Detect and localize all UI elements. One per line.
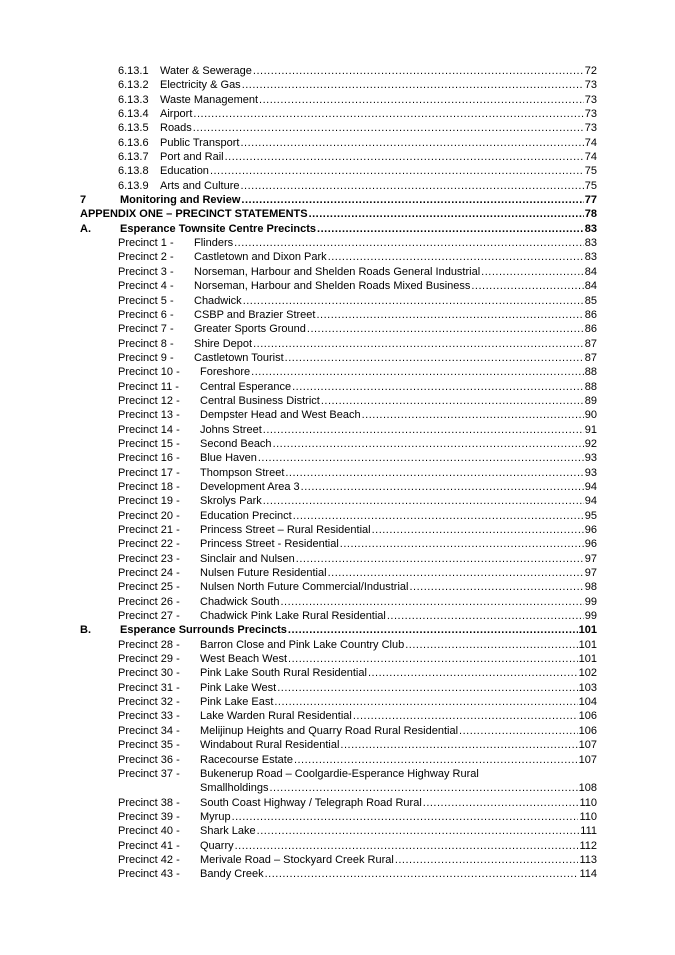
toc-entry-page-number: 83 [584,237,597,250]
dot-leader [232,810,579,824]
toc-entry-number: 6.13.8 [118,165,149,178]
toc-entry-number: Precinct 43 - [118,868,180,881]
toc-entry-title: Chadwick South [200,595,280,608]
dot-leader [328,250,584,264]
toc-entry-page-number: 92 [584,437,597,450]
toc-entry-title: CSBP and Brazier Street [194,308,316,321]
toc-entry-title: Barron Close and Pink Lake Country Club [200,638,405,651]
toc-entry-page-number: 103 [578,681,597,694]
toc-entry-title: Thompson Street [200,466,285,479]
dot-leader [241,193,583,207]
toc-entry-title: Monitoring and Review [120,194,241,207]
toc-entry-title: Chadwick [194,294,242,307]
dot-leader [240,136,583,150]
toc-entry-title: Roads [160,122,192,135]
toc-precinct-entry[interactable] [80,681,597,695]
toc-entry-title: Arts and Culture [160,179,240,192]
toc-entry-title: Pink Lake South Rural Residential [200,667,367,680]
toc-precinct-entry[interactable] [80,609,597,623]
toc-entry-title: Education [160,165,209,178]
dot-leader [296,552,584,566]
toc-entry-title: Central Esperance [200,380,292,393]
toc-entry-number: A. [80,222,91,235]
toc-entry-number: Precinct 37 - [118,767,180,780]
toc-appendix-entry[interactable] [80,207,597,221]
toc-precinct-entry[interactable] [80,709,597,723]
toc-entry-number: Precinct 16 - [118,452,180,465]
toc-precinct-entry[interactable] [80,250,597,264]
toc-entry-number: Precinct 15 - [118,437,180,450]
toc-precinct-entry[interactable] [80,853,597,867]
toc-precinct-entry[interactable] [80,451,597,465]
toc-entry-title: Airport [160,108,193,121]
toc-section-entry[interactable] [80,78,597,92]
toc-precinct-entry[interactable] [80,466,597,480]
toc-entry-title: Chadwick Pink Lake Rural Residential [200,610,386,623]
toc-precinct-entry-continued[interactable] [80,781,597,795]
toc-entry-title: Bukenerup Road – Coolgardie-Esperance Highway Rural [200,767,479,780]
toc-entry-page-number: 72 [584,65,597,77]
dot-leader [409,580,583,594]
toc-section-entry[interactable] [80,121,597,135]
toc-entry-title: Norseman, Harbour and Shelden Roads General Industrial [194,265,481,278]
toc-entry-page-number: 99 [584,610,597,623]
dot-leader [269,781,577,795]
toc-entry-title: Flinders [194,237,234,250]
toc-entry-title: West Beach West [200,653,288,666]
toc-entry-number: Precinct 9 - [118,351,174,364]
dot-leader [317,222,584,236]
toc-section-entry[interactable] [80,64,597,78]
toc-precinct-entry[interactable] [80,738,597,752]
toc-entry-number: 6.13.7 [118,151,149,164]
toc-precinct-entry[interactable] [80,365,597,379]
toc-entry-number: Precinct 26 - [118,595,180,608]
toc-entry-page-number: 94 [584,495,597,508]
toc-entry-number: 6.13.6 [118,136,149,149]
toc-entry-title: Esperance Townsite Centre Precincts [120,222,317,235]
toc-entry-number: Precinct 23 - [118,552,180,565]
toc-entry-page-number: 89 [584,394,597,407]
toc-entry-number: 6.13.5 [118,122,149,135]
toc-precinct-entry[interactable] [80,652,597,666]
toc-entry-number: Precinct 13 - [118,409,180,422]
toc-precinct-entry[interactable] [80,480,597,494]
toc-entry-page-number: 110 [579,810,597,823]
toc-precinct-entry[interactable] [80,380,597,394]
toc-entry-title: Shark Lake [200,825,256,838]
dot-leader [274,695,577,709]
toc-entry-title: Myrup [200,810,231,823]
toc-precinct-entry[interactable] [80,322,597,336]
dot-leader [281,595,584,609]
toc-entry-page-number: 73 [584,79,597,92]
toc-entry-page-number: 91 [584,423,597,436]
toc-precinct-entry[interactable] [80,265,597,279]
toc-entry-title: Dempster Head and West Beach [200,409,361,422]
toc-entry-title: Central Business District [200,394,320,407]
toc-entry-page-number: 110 [579,796,597,809]
toc-entry-number: Precinct 3 - [118,265,174,278]
toc-precinct-entry[interactable] [80,695,597,709]
toc-precinct-entry[interactable] [80,810,597,824]
dot-leader [193,107,583,121]
toc-entry-page-number: 77 [584,194,597,207]
toc-entry-number: Precinct 19 - [118,495,180,508]
toc-section-entry[interactable] [80,179,597,193]
toc-entry-title: Merivale Road – Stockyard Creek Rural [200,853,394,866]
toc-entry-page-number: 93 [584,466,597,479]
dot-leader [353,709,578,723]
toc-precinct-entry[interactable] [80,666,597,680]
dot-leader [285,466,583,480]
toc-entry-page-number: 84 [584,280,597,293]
toc-entry-title: Shire Depot [194,337,253,350]
toc-entry-page-number: 87 [584,337,597,350]
toc-entry-title: Second Beach [200,437,272,450]
dot-leader [253,337,584,351]
toc-entry-number: 6.13.3 [118,93,149,106]
dot-leader [258,451,584,465]
toc-entry-page-number: 84 [584,265,597,278]
dot-leader [240,179,583,193]
toc-chapter-entry[interactable] [80,193,597,207]
dot-leader [273,437,584,451]
toc-entry-number: Precinct 18 - [118,480,180,493]
toc-entry-title: Johns Street [200,423,262,436]
dot-leader [301,480,584,494]
dot-leader [387,609,584,623]
toc-entry-page-number: 104 [578,696,597,709]
toc-entry-title: Castletown and Dixon Park [194,251,327,264]
dot-leader [234,236,584,250]
dot-leader [225,150,584,164]
toc-entry-page-number: 75 [584,179,597,192]
toc-precinct-entry[interactable] [80,566,597,580]
dot-leader [253,64,584,78]
dot-leader [257,824,580,838]
toc-entry-title: Nulsen Future Residential [200,567,327,580]
dot-leader [265,867,579,881]
toc-entry-page-number: 101 [578,638,597,651]
toc-entry-title: Smallholdings [200,782,269,795]
toc-entry-title: Esperance Surrounds Precincts [120,624,287,637]
toc-entry-number: B. [80,624,91,637]
toc-entry-title: Quarry [200,839,234,852]
toc-precinct-entry[interactable] [80,423,597,437]
toc-entry-page-number: 97 [584,552,597,565]
toc-entry-number: Precinct 31 - [118,681,180,694]
dot-leader [481,265,584,279]
dot-leader [210,164,584,178]
toc-entry-page-number: 86 [584,323,597,336]
dot-leader [328,566,584,580]
toc-entry-number: Precinct 35 - [118,739,180,752]
toc-entry-title: Bandy Creek [200,868,264,881]
toc-entry-page-number: 85 [584,294,597,307]
toc-precinct-entry[interactable] [80,437,597,451]
toc-entry-page-number: 83 [584,251,597,264]
dot-leader [423,796,579,810]
toc-entry-number: Precinct 7 - [118,323,174,336]
toc-entry-page-number: 93 [584,452,597,465]
toc-entry-number: Precinct 29 - [118,653,180,666]
toc-precinct-entry[interactable] [80,509,597,523]
toc-precinct-entry[interactable] [80,394,597,408]
toc-precinct-entry[interactable] [80,638,597,652]
dot-leader [459,724,578,738]
toc-entry-page-number: 88 [584,366,597,379]
dot-leader [259,93,584,107]
toc-entry-title: Nulsen North Future Commercial/Industrial [200,581,409,594]
table-of-contents [80,64,597,882]
toc-section-entry[interactable] [80,164,597,178]
toc-entry-page-number: 73 [584,122,597,135]
toc-entry-title: Skrolys Park [200,495,262,508]
dot-leader [263,423,584,437]
toc-precinct-entry[interactable] [80,767,597,781]
toc-precinct-entry[interactable] [80,308,597,322]
toc-precinct-entry[interactable] [80,580,597,594]
toc-precinct-entry[interactable] [80,595,597,609]
toc-entry-title: Public Transport [160,136,240,149]
toc-section-entry[interactable] [80,93,597,107]
dot-leader [242,78,584,92]
toc-entry-title: Blue Haven [200,452,257,465]
toc-entry-page-number: 75 [584,165,597,178]
toc-entry-number: Precinct 27 - [118,610,180,623]
dot-leader [395,853,579,867]
dot-leader [309,207,584,221]
toc-entry-title: Norseman, Harbour and Shelden Roads Mixed Business [194,280,471,293]
dot-leader [405,638,577,652]
toc-entry-number: Precinct 1 - [118,237,174,250]
toc-precinct-entry[interactable] [80,523,597,537]
toc-entry-number: Precinct 39 - [118,810,180,823]
dot-leader [340,738,577,752]
toc-entry-number: Precinct 20 - [118,509,180,522]
toc-entry-number: Precinct 38 - [118,796,180,809]
toc-entry-number: Precinct 36 - [118,753,180,766]
toc-entry-number: Precinct 14 - [118,423,180,436]
toc-entry-number: Precinct 6 - [118,308,174,321]
toc-entry-number: Precinct 32 - [118,696,180,709]
toc-entry-number: Precinct 28 - [118,638,180,651]
toc-entry-page-number: 95 [584,509,597,522]
dot-leader [243,294,584,308]
toc-entry-page-number: 74 [584,151,597,164]
dot-leader [362,408,584,422]
toc-entry-number: 6.13.1 [118,65,149,77]
toc-entry-title: Education Precinct [200,509,292,522]
toc-entry-number: Precinct 25 - [118,581,180,594]
toc-entry-page-number: 90 [584,409,597,422]
dot-leader [316,308,583,322]
dot-leader [340,537,584,551]
dot-leader [294,753,578,767]
toc-entry-number: Precinct 41 - [118,839,180,852]
toc-precinct-entry[interactable] [80,537,597,551]
toc-entry-page-number: 86 [584,308,597,321]
toc-entry-page-number: 101 [578,624,597,637]
toc-entry-page-number: 112 [579,839,597,852]
toc-entry-number: Precinct 5 - [118,294,174,307]
toc-entry-number: 6.13.9 [118,179,149,192]
toc-entry-page-number: 106 [578,710,597,723]
dot-leader [368,666,578,680]
toc-entry-title: Melijinup Heights and Quarry Road Rural Residential [200,724,459,737]
toc-entry-page-number: 113 [579,853,597,866]
toc-precinct-entry[interactable] [80,279,597,293]
toc-entry-title: Castletown Tourist [194,351,284,364]
toc-entry-number: Precinct 24 - [118,567,180,580]
toc-entry-number: Precinct 34 - [118,724,180,737]
toc-precinct-entry[interactable] [80,753,597,767]
dot-leader [372,523,584,537]
toc-precinct-entry[interactable] [80,494,597,508]
toc-precinct-entry[interactable] [80,867,597,881]
toc-precinct-entry[interactable] [80,796,597,810]
toc-precinct-entry[interactable] [80,294,597,308]
toc-precinct-entry[interactable] [80,724,597,738]
toc-entry-page-number: 73 [584,93,597,106]
toc-entry-number: Precinct 11 - [118,380,179,393]
toc-entry-page-number: 83 [584,222,597,235]
dot-leader [251,365,584,379]
toc-entry-page-number: 78 [584,208,597,221]
toc-entry-title: South Coast Highway / Telegraph Road Rural [200,796,422,809]
toc-entry-title: Waste Management [160,93,259,106]
toc-entry-title: Greater Sports Ground [194,323,306,336]
toc-entry-number: 6.13.2 [118,79,149,92]
toc-precinct-entry[interactable] [80,337,597,351]
toc-entry-page-number: 97 [584,567,597,580]
toc-entry-number: Precinct 22 - [118,538,180,551]
toc-section-entry[interactable] [80,107,597,121]
toc-entry-page-number: 87 [584,351,597,364]
toc-entry-page-number: 111 [580,825,597,838]
toc-entry-title: Pink Lake East [200,696,274,709]
toc-section-entry[interactable] [80,136,597,150]
toc-entry-title: Pink Lake West [200,681,277,694]
toc-entry-page-number: 108 [578,782,597,795]
toc-entry-number: Precinct 42 - [118,853,180,866]
toc-entry-number: 7 [80,194,87,207]
toc-group-entry[interactable] [80,222,597,236]
dot-leader [293,509,584,523]
toc-section-entry[interactable] [80,150,597,164]
toc-entry-page-number: 96 [584,524,597,536]
toc-entry-page-number: 74 [584,136,597,149]
toc-entry-page-number: 101 [578,653,597,666]
toc-group-entry[interactable] [80,623,597,637]
toc-entry-title: Water & Sewerage [160,65,252,77]
toc-entry-page-number: 106 [578,724,597,737]
toc-precinct-entry[interactable] [80,351,597,365]
toc-entry-title: Windabout Rural Residential [200,739,340,752]
toc-entry-page-number: 98 [584,581,597,594]
toc-entry-number: Precinct 2 - [118,251,174,264]
toc-entry-title: Foreshore [200,366,251,379]
toc-entry-title: Princess Street – Rural Residential [200,524,371,536]
toc-entry-page-number: 94 [584,480,597,493]
toc-entry-number: Precinct 4 - [118,280,174,293]
dot-leader [277,681,577,695]
toc-precinct-entry[interactable] [80,824,597,838]
toc-precinct-entry[interactable] [80,839,597,853]
dot-leader [307,322,584,336]
toc-entry-title: Racecourse Estate [200,753,293,766]
toc-entry-page-number: 88 [584,380,597,393]
toc-entry-page-number: 96 [584,538,597,551]
dot-leader [321,394,584,408]
toc-entry-number: Precinct 10 - [118,366,180,379]
dot-leader [193,121,584,135]
dot-leader [235,839,579,853]
toc-entry-page-number: 73 [584,108,597,121]
toc-entry-number: Precinct 21 - [118,524,180,536]
toc-entry-title: Electricity & Gas [160,79,241,92]
toc-entry-number: Precinct 40 - [118,825,180,838]
toc-entry-title: APPENDIX ONE – PRECINCT STATEMENTS [80,208,308,221]
toc-precinct-entry[interactable] [80,236,597,250]
toc-entry-page-number: 107 [578,753,597,766]
toc-entry-title: Sinclair and Nulsen [200,552,295,565]
toc-entry-title: Port and Rail [160,151,224,164]
toc-entry-page-number: 102 [578,667,597,680]
toc-entry-number: 6.13.4 [118,108,149,121]
toc-entry-number: Precinct 8 - [118,337,174,350]
toc-entry-number: Precinct 30 - [118,667,180,680]
dot-leader [288,623,578,637]
toc-entry-title: Lake Warden Rural Residential [200,710,352,723]
toc-entry-title: Development Area 3 [200,480,300,493]
dot-leader [285,351,584,365]
toc-entry-number: Precinct 33 - [118,710,180,723]
toc-entry-page-number: 114 [579,868,597,881]
toc-entry-page-number: 99 [584,595,597,608]
dot-leader [288,652,578,666]
toc-precinct-entry[interactable] [80,408,597,422]
dot-leader [292,380,584,394]
toc-precinct-entry[interactable] [80,552,597,566]
toc-entry-number: Precinct 12 - [118,394,180,407]
toc-entry-title: Princess Street - Residential [200,538,339,551]
toc-entry-page-number: 107 [578,739,597,752]
dot-leader [263,494,584,508]
dot-leader [471,279,583,293]
toc-entry-number: Precinct 17 - [118,466,180,479]
